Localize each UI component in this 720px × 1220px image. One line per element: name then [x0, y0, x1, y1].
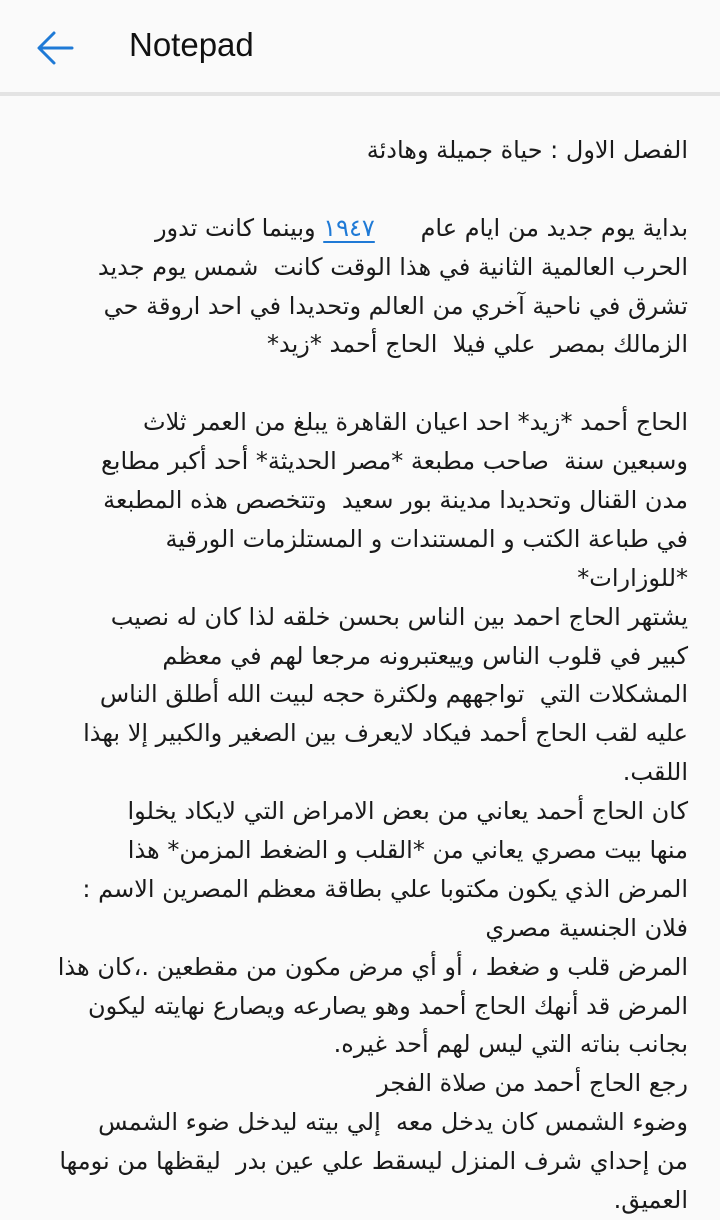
note-line: الفصل الاول : حياة جميلة وهادئة [366, 136, 688, 164]
date-link[interactable]: ١٩٤٧ [323, 213, 375, 242]
note-line: كبير في قلوب الناس وييعتبرونه مرجعا لهم في معظم [162, 641, 688, 670]
note-line: من إحداي شرف المنزل ليسقط علي عين بدر ليقظها من نومها [59, 1147, 688, 1176]
note-line: كان الحاج أحمد يعاني من بعض الامراض التي لايكاد يخلوا [127, 797, 688, 826]
note-line: الحاج أحمد *زيد* احد اعيان القاهرة يبلغ من العمر ثلاث [143, 408, 688, 437]
note-line: المشكلات التي تواجههم ولكثرة حجه لبيت الله أطلق الناس [99, 680, 688, 709]
note-line: اللقب. [622, 758, 688, 787]
note-line: الزمالك بمصر علي فيلا الحاج أحمد *زيد* [267, 330, 688, 359]
note-line: *للوزارات* [577, 563, 688, 592]
note-line: يشتهر الحاج احمد بين الناس بحسن خلقه لذا كان له نصيب [110, 602, 688, 631]
note-line-with-date-link [30, 209, 688, 248]
note-line: فلان الجنسية مصري [485, 913, 688, 942]
note-line: بجانب بناته التي ليس لهم أحد غيره. [333, 1030, 688, 1059]
note-line: المرض قد أنهك الحاج أحمد وهو يصارعه ويصارع نهايته ليكون [88, 991, 688, 1020]
blank-line [30, 170, 688, 209]
arrow-left-icon [34, 26, 78, 70]
app-bar [0, 0, 720, 96]
note-line: العميق. [613, 1186, 688, 1215]
back-button[interactable] [34, 26, 78, 70]
note-text: بداية يوم جديد من ايام عام [374, 213, 688, 242]
note-line: وسبعين سنة صاحب مطبعة *مصر الحديثة* أحد أكبر مطابع [101, 447, 688, 476]
blank-line [30, 364, 688, 403]
app-title: Notepad [129, 26, 254, 63]
note-line: في طباعة الكتب و المستندات و المستلزمات الورقية [165, 524, 688, 553]
note-line: عليه لقب الحاج أحمد فيكاد لايعرف بين الصغير والكبير إلا بهذا [83, 719, 688, 748]
note-line: المرض الذي يكون مكتوبا علي بطاقة معظم المصرين الاسم : [82, 874, 688, 903]
note-line: منها بيت مصري يعاني من *القلب و الضغط المزمن* هذا [127, 836, 688, 865]
note-content[interactable] [30, 131, 688, 1220]
note-line: الحرب العالمية الثانية في هذا الوقت كانت شمس يوم جديد [97, 252, 688, 281]
note-line: وضوء الشمس كان يدخل معه إلي بيته ليدخل ضوء الشمس [98, 1108, 688, 1137]
note-line: المرض قلب و ضغط ، أو أي مرض مكون من مقطعين .،كان هذا [57, 952, 688, 981]
note-line: تشرق في ناحية آخري من العالم وتحديدا في احد اروقة حي [103, 291, 688, 320]
note-text: وبينما كانت تدور [154, 213, 324, 242]
note-line: رجع الحاج أحمد من صلاة الفجر [377, 1069, 688, 1098]
note-line: مدن القنال وتحديدا مدينة بور سعيد وتتخصص هذه المطبعة [103, 486, 688, 515]
